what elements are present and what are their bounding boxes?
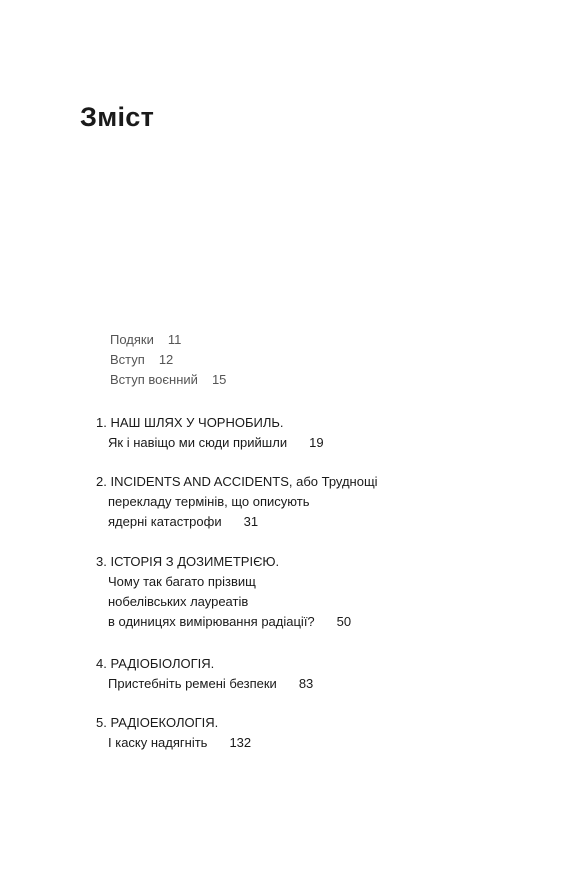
toc-page-number: 31 <box>243 514 259 529</box>
chapter-title: 2. INCIDENTS AND ACCIDENTS, або Труднощі <box>96 474 378 489</box>
chapter-subtitle-line: Пристебніть ремені безпеки 83 <box>108 676 314 691</box>
chapter-subtitle-line: Чому так багато прізвищ <box>108 574 256 589</box>
chapter-subtitle-line: І каску надягніть 132 <box>108 735 252 750</box>
toc-entry-war-introduction[interactable] <box>110 370 226 390</box>
chapter-subtitle-line: ядерні катастрофи 31 <box>108 514 259 529</box>
chapter-title: 1. НАШ ШЛЯХ У ЧОРНОБИЛЬ. <box>96 415 284 430</box>
toc-chapter-4[interactable] <box>96 654 313 694</box>
toc-chapter-3[interactable] <box>96 552 351 632</box>
toc-page-number: 15 <box>211 372 227 387</box>
chapter-title: 3. ІСТОРІЯ З ДОЗИМЕТРІЄЮ. <box>96 554 280 569</box>
chapter-title: 5. РАДІОЕКОЛОГІЯ. <box>96 715 219 730</box>
toc-page-number: 50 <box>336 614 352 629</box>
chapter-subtitle-line: нобелівських лауреатів <box>108 594 249 609</box>
toc-page-number: 132 <box>229 735 252 750</box>
toc-chapter-1[interactable] <box>96 413 324 453</box>
toc-chapter-5[interactable] <box>96 713 251 753</box>
chapter-subtitle-line: перекладу термінів, що описують <box>108 494 310 509</box>
toc-entry-label: Вступ <box>110 352 145 367</box>
toc-page-number: 12 <box>158 352 174 367</box>
chapter-subtitle-line: Як і навіщо ми сюди прийшли 19 <box>108 435 324 450</box>
chapter-title: 4. РАДІОБІОЛОГІЯ. <box>96 656 215 671</box>
toc-entry-label: Подяки <box>110 332 154 347</box>
page-title: Зміст <box>80 102 155 132</box>
toc-entry-acknowledgements[interactable] <box>110 330 226 350</box>
toc-entry-introduction[interactable] <box>110 350 226 370</box>
toc-chapter-2[interactable] <box>96 472 378 532</box>
front-matter-list <box>110 330 226 390</box>
toc-page-number: 11 <box>167 332 182 347</box>
toc-page-number: 83 <box>298 676 314 691</box>
chapter-subtitle-line: в одиницях вимірювання радіації? 50 <box>108 614 352 629</box>
toc-page-number: 19 <box>309 435 324 450</box>
toc-entry-label: Вступ воєнний <box>110 372 198 387</box>
